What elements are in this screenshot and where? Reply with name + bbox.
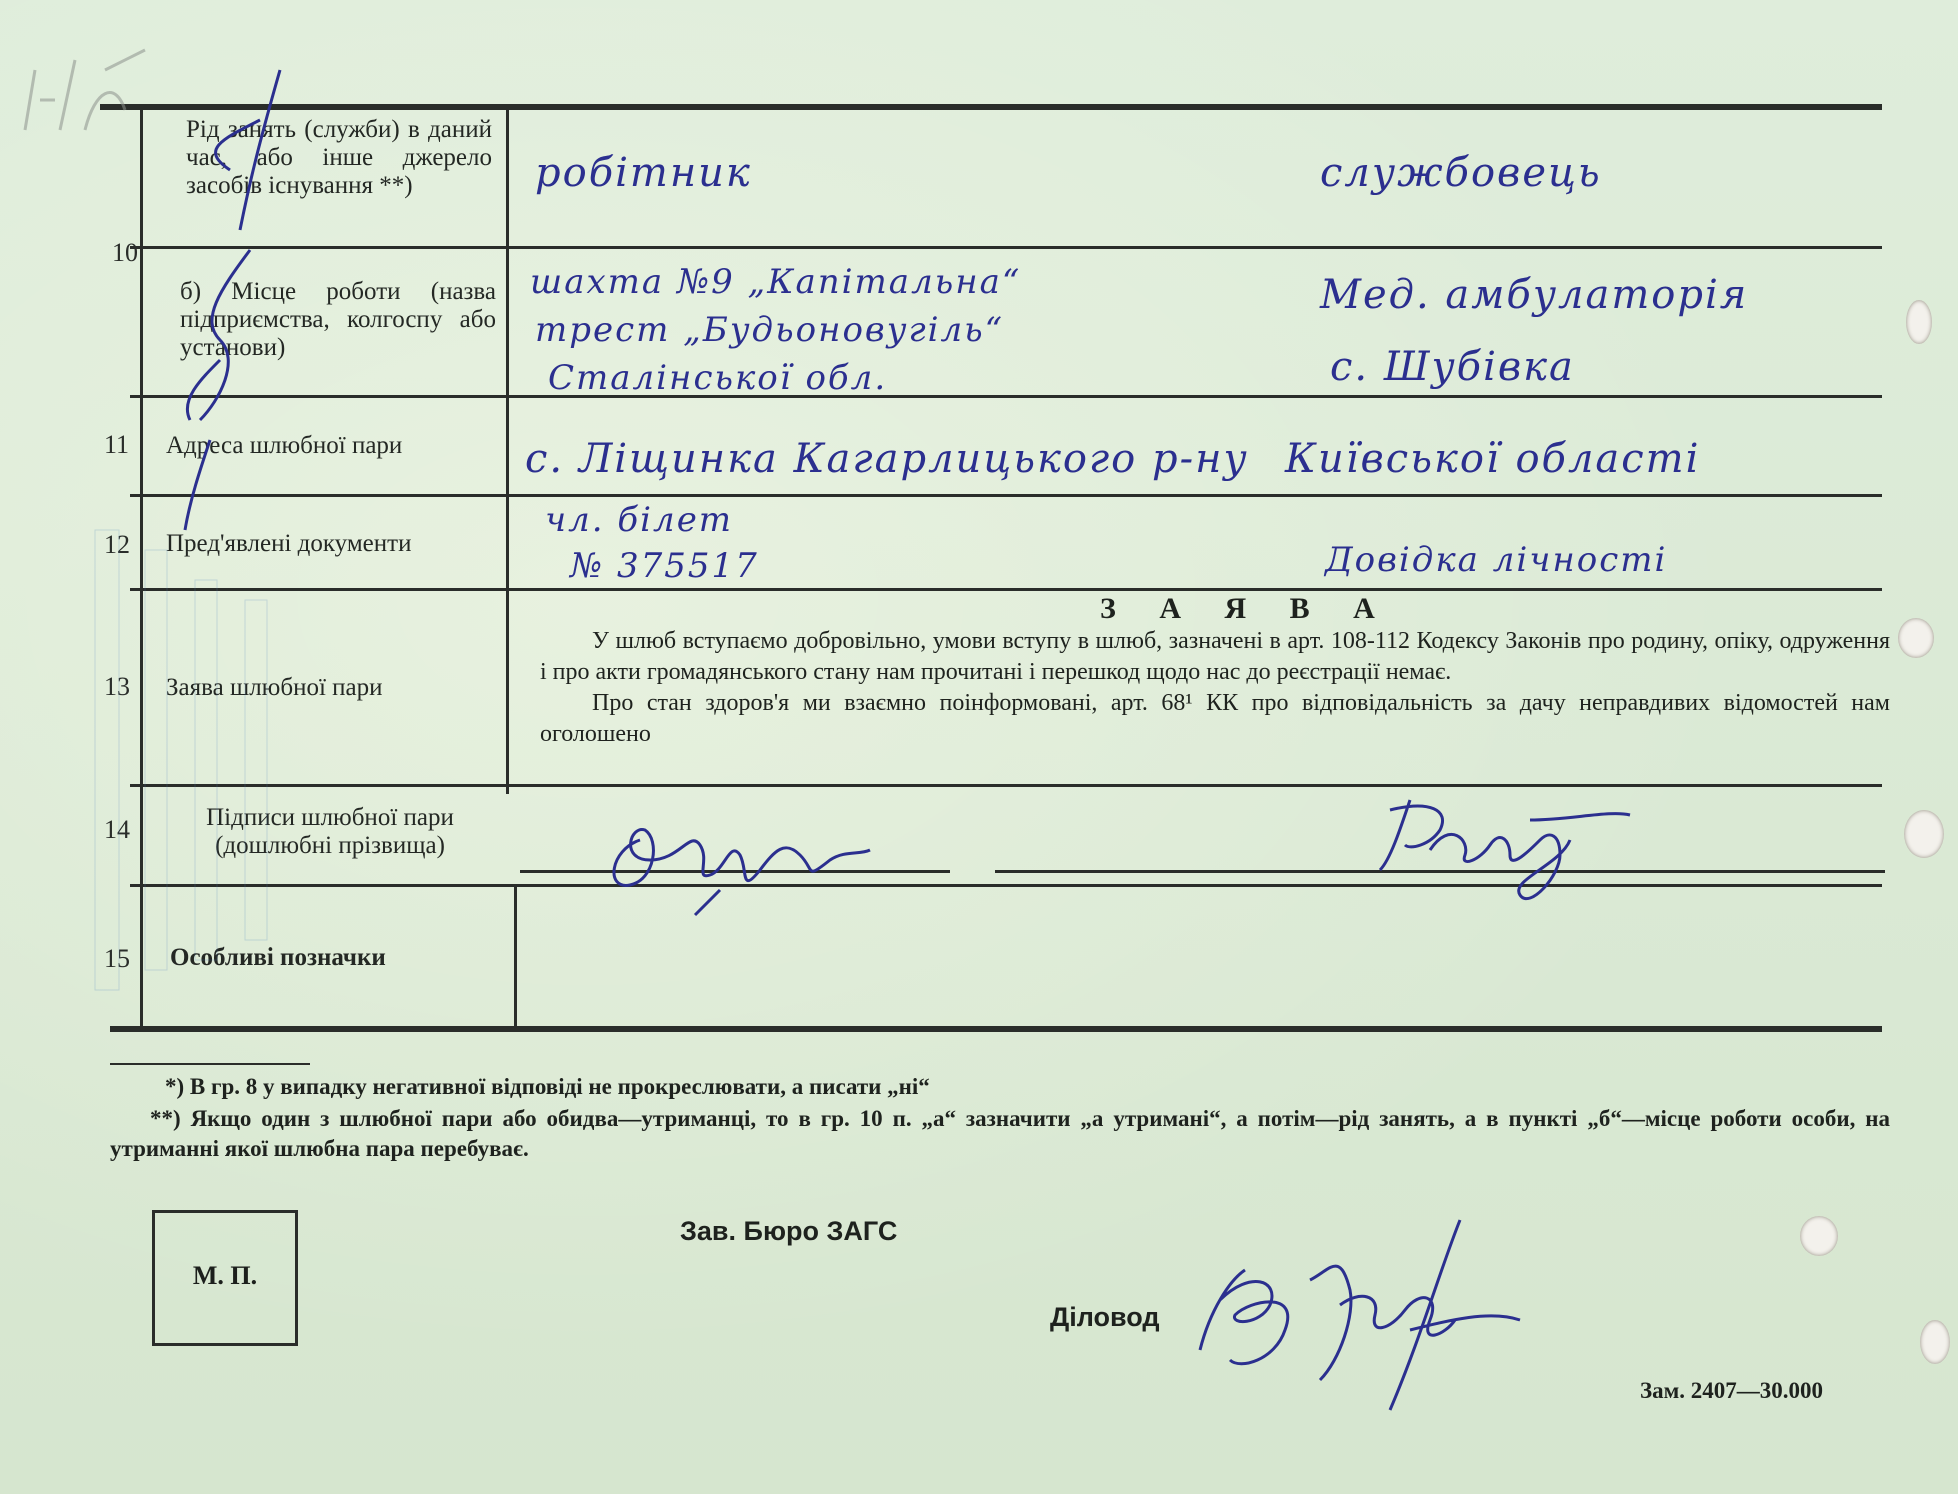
workplace-bride-line1: Мед. амбулаторія [1320,272,1749,318]
clerk-label: Діловод [1050,1302,1160,1332]
row-label-signatures: Підписи шлюбної пари (дошлюбні прізвища) [206,804,454,859]
application-paragraph-1: У шлюб вступаємо добровільно, умови вступу в шлюб, зазначені в арт. 108-112 Кодексу Законів про родину, опіку, одруження і про акти громадянського стану нам прочитані і перешкод щодо нас до реєстрації немає. [540,628,1890,685]
table-top-border [100,104,1882,110]
application-title: З А Я В А [1100,592,1393,625]
bride-signature-image [1370,780,1650,920]
footnote-2: **) Якщо один з шлюбної пари або обидва—утриманці, то в гр. 10 п. „а“ зазначити „а утримані“, а потім—рід занять, а в пункті „б“—місце роботи особи, на утриманні якої шлюбна пара перебуває. [110,1106,1890,1161]
application-paragraph-2: Про стан здоров'я ми взаємно поінформовані, арт. 68¹ КК про відповідальність за дачу неправдивих відомостей нам оголошено [540,690,1890,747]
punch-hole [1920,1320,1950,1364]
address-left: с. Ліщинка Кагарлицького р-ну [525,436,1249,482]
column-divider-label [514,884,517,1026]
row-divider [130,395,1882,398]
workplace-groom-line3: Сталінської обл. [548,358,888,398]
row-label-application: Заява шлюбної пари [166,674,383,701]
footnote-1: *) В гр. 8 у випадку негативної відповіді не прокреслювати, а писати „ні“ [165,1074,930,1099]
row-number: 11 [104,430,130,459]
application-text [540,626,1890,750]
row-number: 13 [104,672,130,701]
punch-hole [1898,618,1934,658]
table-bottom-border [110,1026,1882,1032]
blue-registry-stamp [90,520,310,1000]
row-label-documents: Пред'явлені документи [166,530,412,557]
registry-head-label: Зав. Бюро ЗАГС [680,1216,898,1246]
row-label-special-notes: Особливі позначки [170,944,386,971]
workplace-groom-line2: трест „Будьоновугіль“ [535,310,1005,350]
occupation-bride: службовець [1320,150,1602,196]
row-number: 10 [112,238,138,267]
row-number: 12 [104,530,130,559]
row-divider [130,494,1882,497]
seal-placeholder-box [152,1210,298,1346]
margin-pencil-note [5,30,155,140]
footnote-divider [110,1063,310,1065]
clerk-signature-image [1190,1210,1530,1430]
row-number: 15 [104,944,130,973]
workplace-bride-line2: с. Шубівка [1330,344,1575,390]
punch-hole [1906,300,1932,344]
row-label-occupation: Рід занять (служби) в даний час, або інше джерело засобів існування **) [186,116,492,199]
row-label-address: Адреса шлюбної пари [166,432,403,459]
punch-hole [1800,1216,1838,1256]
row-divider [130,246,1882,249]
order-number: Зам. 2407—30.000 [1640,1378,1824,1403]
documents-groom-line1: чл. білет [545,500,734,540]
workplace-groom-line1: шахта №9 „Капітальна“ [530,262,1022,302]
column-divider-label [506,104,509,794]
diagonal-annotation-scribble [160,60,300,540]
row-divider [130,588,1882,591]
documents-bride: Довідка лічності [1325,540,1668,580]
address-right: Київської області [1285,436,1701,482]
seal-placeholder-label: М. П. [192,1261,258,1290]
documents-groom-line2: № 375517 [570,546,759,586]
occupation-groom: робітник [535,150,752,196]
groom-signature-image [600,800,900,920]
row-label-workplace: б) Місце роботи (назва підприємства, колгоспу або установи) [180,278,496,361]
row-number: 14 [104,815,130,844]
punch-hole [1904,810,1944,858]
